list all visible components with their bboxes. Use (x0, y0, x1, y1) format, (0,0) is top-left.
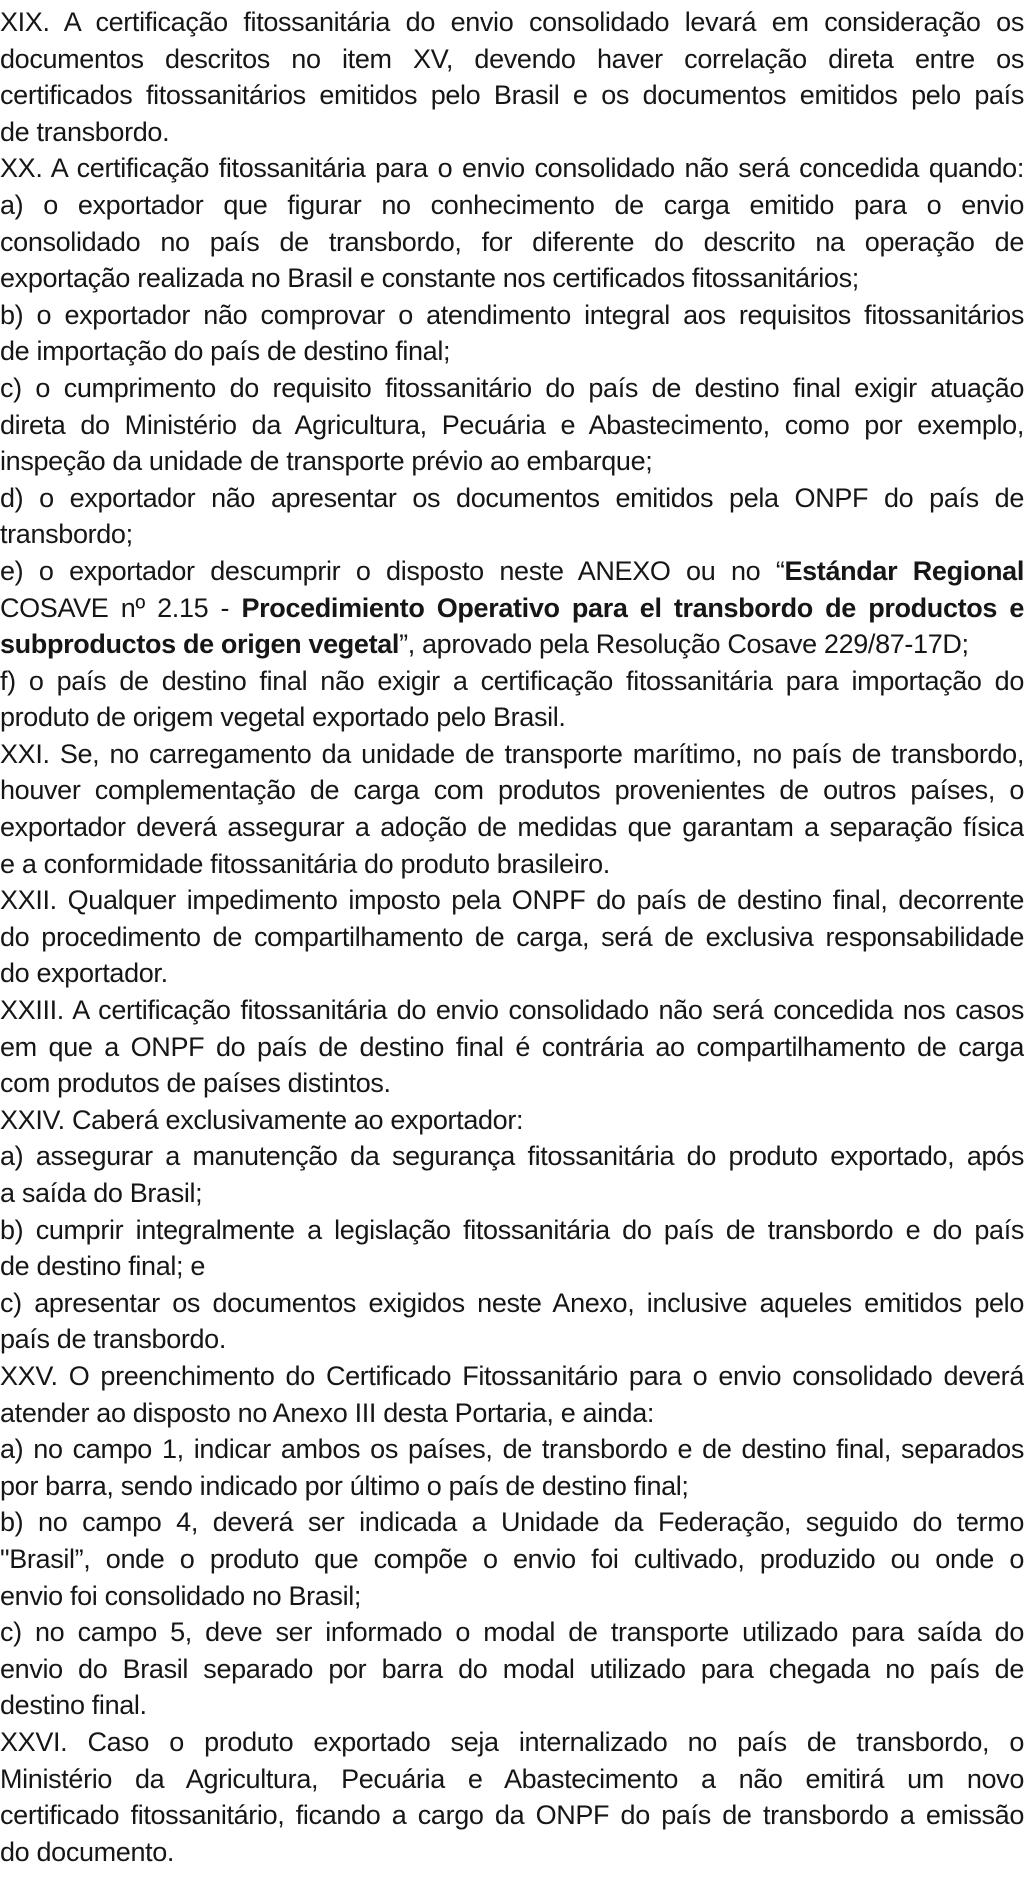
text-line: b) no campo 4, deverá ser indicada a Unidade da Federação, seguido do termo (0, 1507, 1024, 1538)
text-line: certificados fitossanitários emitidos pelo Brasil e os documentos emitidos pelo país (0, 80, 1024, 111)
text-line: exportador deverá assegurar a adoção de medidas que garantam a separação física (0, 812, 1024, 843)
text-line: XXVI. Caso o produto exportado seja internalizado no país de transbordo, o (0, 1726, 1024, 1757)
text-line: consolidado no país de transbordo, for diferente do descrito na operação de (0, 226, 1024, 257)
text-line: transbordo; (0, 519, 133, 550)
text-line: XXIII. A certificação fitossanitária do envio consolidado não será concedida nos casos (0, 995, 1024, 1026)
text-line: produto de origem vegetal exportado pelo Brasil. (0, 702, 566, 733)
text-line: a) o exportador que figurar no conhecimento de carga emitido para o envio (0, 189, 1024, 220)
text-line: "Brasil”, onde o produto que compõe o envio foi cultivado, produzido ou onde o (0, 1543, 1024, 1574)
text-line: houver complementação de carga com produtos provenientes de outros países, o (0, 775, 1024, 806)
text-line: b) o exportador não comprovar o atendimento integral aos requisitos fitossanitários (0, 299, 1024, 330)
text-line (0, 590, 1024, 627)
standard-title-bold: subproductos de origen vegetal (0, 629, 400, 660)
text-line: a) no campo 1, indicar ambos os países, de transbordo e de destino final, separados (0, 1434, 1024, 1465)
text-line: Ministério da Agricultura, Pecuária e Abastecimento a não emitirá um novo (0, 1763, 1024, 1794)
text-line: de destino final; e (0, 1251, 205, 1282)
text-line: destino final. (0, 1690, 147, 1721)
text-line: em que a ONPF do país de destino final é contrária ao compartilhamento de carga (0, 1031, 1024, 1062)
text-line: XIX. A certificação fitossanitária do envio consolidado levará em consideração os (0, 7, 1024, 37)
text-line: documentos descritos no item XV, devendo haver correlação direta entre os (0, 43, 1024, 74)
text-line: XXI. Se, no carregamento da unidade de transporte marítimo, no país de transbordo, (0, 738, 1024, 769)
text-line: do exportador. (0, 958, 168, 989)
text-run: ”, aprovado pela Resolução Cosave 229/87-17D; (399, 629, 969, 660)
text-line: país de transbordo. (0, 1324, 227, 1355)
text-line (0, 626, 1024, 663)
text-line: d) o exportador não apresentar os documentos emitidos pela ONPF do país de (0, 482, 1024, 513)
text-line: f) o país de destino final não exigir a certificação fitossanitária para importação do (0, 665, 1024, 696)
text-line: XXIV. Caberá exclusivamente ao exportador: (0, 1104, 524, 1135)
text-line: de transbordo. (0, 116, 170, 147)
text-line: de importação do país de destino final; (0, 336, 451, 367)
text-line: com produtos de países distintos. (0, 1068, 391, 1099)
text-line: certificado fitossanitário, ficando a cargo da ONPF do país de transbordo a emissão (0, 1800, 1024, 1831)
text-line (0, 553, 1024, 590)
standard-title-bold: Estándar Regional (784, 555, 1024, 586)
text-line: XXII. Qualquer impedimento imposto pela ONPF do país de destino final, decorrente (0, 885, 1024, 916)
text-line: b) cumprir integralmente a legislação fitossanitária do país de transbordo e do país (0, 1214, 1024, 1245)
text-line: do procedimento de compartilhamento de carga, será de exclusiva responsabilidade (0, 921, 1024, 952)
text-line: a saída do Brasil; (0, 1178, 203, 1208)
text-line: do documento. (0, 1836, 175, 1867)
text-line: por barra, sendo indicado por último o país de destino final; (0, 1470, 689, 1501)
text-run: COSAVE nº 2.15 - (0, 592, 242, 623)
text-line: envio do Brasil separado por barra do modal utilizado para chegada no país de (0, 1653, 1024, 1684)
text-line: XXV. O preenchimento do Certificado Fitossanitário para o envio consolidado deverá (0, 1360, 1024, 1391)
text-line: c) apresentar os documentos exigidos neste Anexo, inclusive aqueles emitidos pelo (0, 1287, 1024, 1318)
text-line: a) assegurar a manutenção da segurança fitossanitária do produto exportado, após (0, 1141, 1024, 1172)
standard-title-bold: Procedimiento Operativo para el transbordo de productos e (241, 592, 1024, 623)
text-line: exportação realizada no Brasil e constante nos certificados fitossanitários; (0, 263, 859, 294)
text-line: atender ao disposto no Anexo III desta Portaria, e ainda: (0, 1397, 655, 1428)
text-line: XX. A certificação fitossanitária para o envio consolidado não será concedida quando: (0, 153, 1024, 184)
text-line: c) o cumprimento do requisito fitossanitário do país de destino final exigir atuação (0, 372, 1024, 403)
text-line: e a conformidade fitossanitária do produto brasileiro. (0, 848, 610, 879)
text-line: envio foi consolidado no Brasil; (0, 1580, 362, 1611)
text-run: e) o exportador descumprir o disposto neste ANEXO ou no “ (0, 555, 785, 586)
text-line: inspeção da unidade de transporte prévio ao embarque; (0, 446, 653, 477)
text-line: c) no campo 5, deve ser informado o modal de transporte utilizado para saída do (0, 1617, 1024, 1648)
text-line: direta do Ministério da Agricultura, Pecuária e Abastecimento, como por exemplo, (0, 409, 1024, 440)
